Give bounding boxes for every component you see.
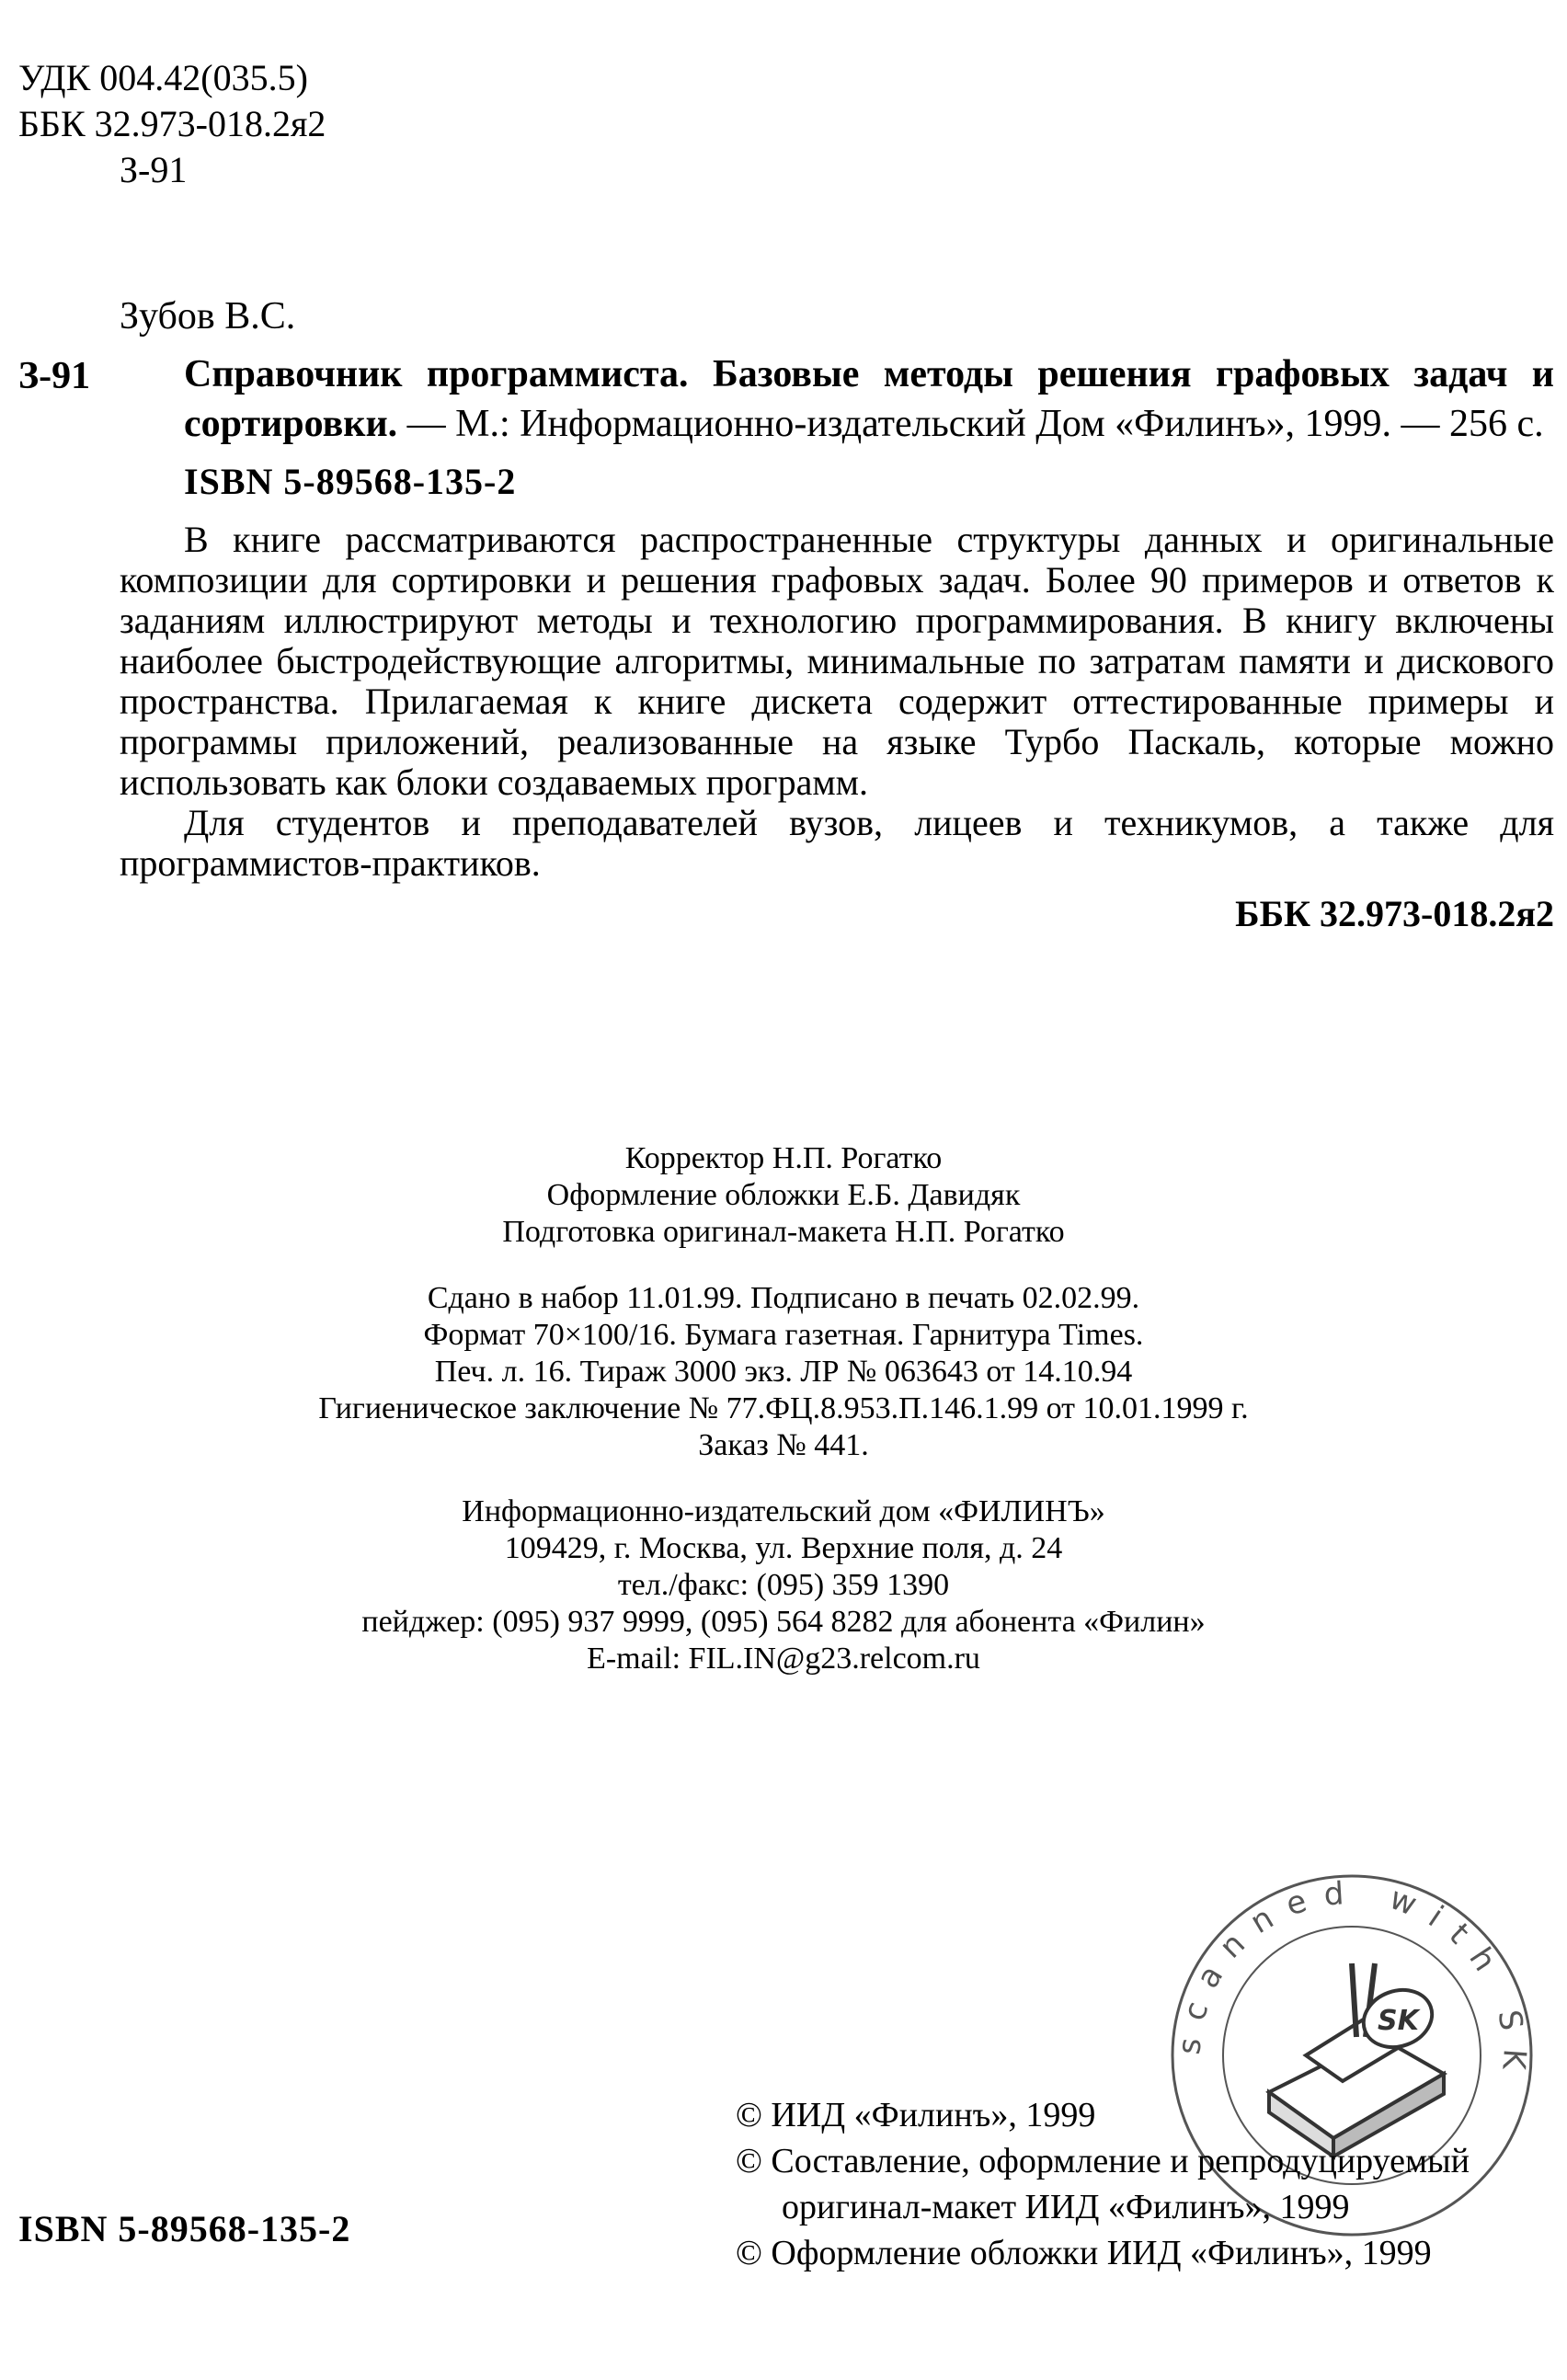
publisher-line: пейджер: (095) 937 9999, (095) 564 8282 для абонента «Филин» bbox=[361, 1605, 1206, 1639]
cutter-mark: З-91 bbox=[18, 355, 91, 397]
copyright-line: © Оформление обложки ИИД «Филинъ», 1999 bbox=[736, 2234, 1432, 2272]
stamp-logo-text: SK bbox=[1378, 2005, 1419, 2037]
classification-codes bbox=[18, 55, 326, 193]
isbn-bottom: ISBN 5-89568-135-2 bbox=[18, 2208, 351, 2249]
print-detail-line: Заказ № 441. bbox=[698, 1428, 869, 1462]
copyright-line: © ИИД «Филинъ», 1999 bbox=[736, 2096, 1096, 2134]
bibliographic-entry bbox=[184, 349, 1554, 449]
credit-line: Оформление обложки Е.Б. Давидяк bbox=[546, 1178, 1021, 1212]
publisher-line: тел./факс: (095) 359 1390 bbox=[617, 1568, 950, 1602]
bbk-index: ББК 32.973-018.2я2 bbox=[1235, 893, 1554, 934]
bbk-code: ББК 32.973-018.2я2 bbox=[18, 103, 326, 144]
credit-line: Подготовка оригинал-макета Н.П. Рогатко bbox=[502, 1215, 1065, 1249]
author-name: Зубов В.С. bbox=[120, 295, 296, 338]
publication-imprint: — М.: Информационно-издательский Дом «Филинъ», 1999. — 256 с. bbox=[397, 403, 1544, 445]
credit-line: Корректор Н.П. Рогатко bbox=[624, 1141, 943, 1175]
stamp-ring-text: scanned with SK bbox=[1171, 1874, 1533, 2088]
isbn-main: ISBN 5-89568-135-2 bbox=[184, 461, 517, 502]
print-detail-line: Сдано в набор 11.01.99. Подписано в печать 02.02.99. bbox=[427, 1281, 1140, 1315]
publisher-email: E-mail: FIL.IN@g23.relcom.ru bbox=[587, 1642, 980, 1676]
abstract-paragraph: Для студентов и преподавателей вузов, лицеев и техникумов, а также для программистов-практиков. bbox=[120, 802, 1554, 884]
abstract bbox=[120, 520, 1554, 884]
publisher-line: 109429, г. Москва, ул. Верхние поля, д. 24 bbox=[504, 1531, 1063, 1565]
imprint-block bbox=[0, 1140, 1567, 1677]
udk-code: УДК 004.42(035.5) bbox=[18, 57, 308, 98]
book-title: Справочник программиста. Базовые методы решения графовых задач и сортировки. bbox=[184, 353, 1554, 445]
copyright-line: © Составление, оформление и репродуцируемый bbox=[736, 2142, 1470, 2180]
abstract-paragraph: В книге рассматриваются распространенные структуры данных и оригинальные композиции для сортировки и решения графовых задач. Более 90 примеров и ответов к заданиям иллюстрируют методы и технологию программирования. В книгу включены наиболее быстродействующие алгоритмы, минимальные по затратам памяти и дискового пространства. Прилагаемая к книге дискета содержит оттестированные примеры и программы приложений, реализованные на языке Турбо Паскаль, которые можно использовать как блоки создаваемых программ. bbox=[120, 519, 1554, 803]
publisher-line: Информационно-издательский дом «ФИЛИНЪ» bbox=[462, 1494, 1105, 1528]
copyright-block bbox=[736, 2092, 1470, 2276]
print-detail-line: Гигиеническое заключение № 77.ФЦ.8.953.П.146.1.99 от 10.01.1999 г. bbox=[318, 1391, 1249, 1425]
copyright-line: оригинал-макет ИИД «Филинъ», 1999 bbox=[782, 2188, 1350, 2226]
cutter-code: З-91 bbox=[120, 149, 188, 190]
print-detail-line: Формат 70×100/16. Бумага газетная. Гарнитура Times. bbox=[423, 1318, 1144, 1352]
print-detail-line: Печ. л. 16. Тираж 3000 экз. ЛР № 063643 от 14.10.94 bbox=[434, 1355, 1133, 1389]
